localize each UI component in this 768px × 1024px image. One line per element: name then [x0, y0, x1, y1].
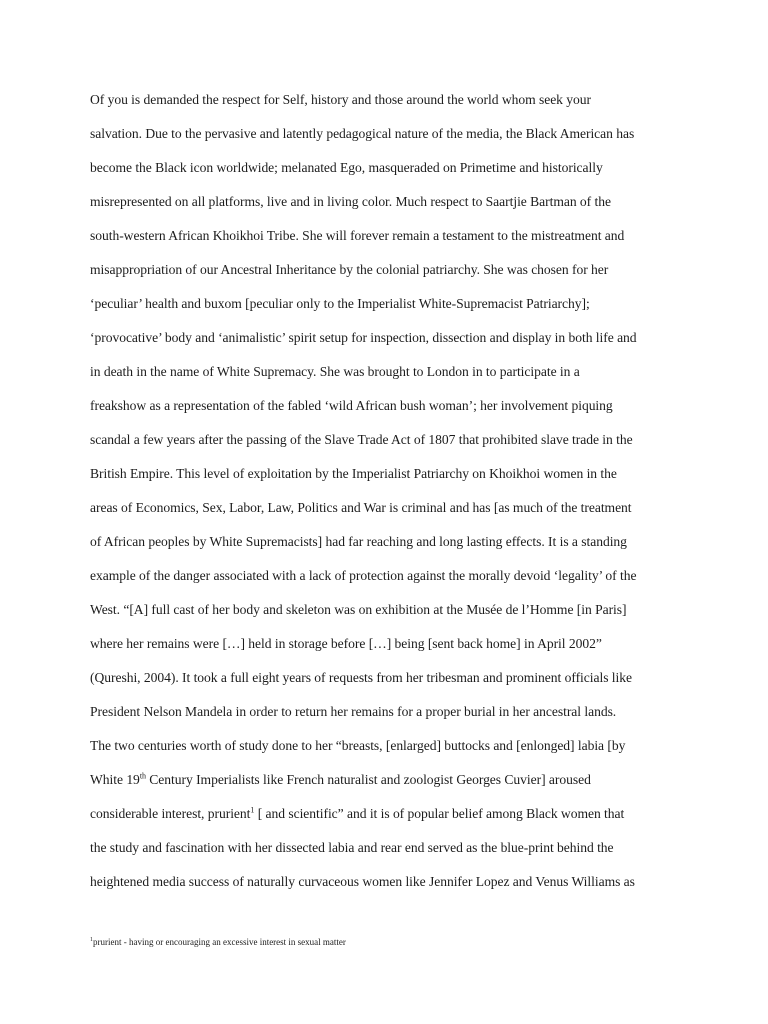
superscript-ordinal: th	[139, 771, 146, 781]
text-line-with-footnote-ref	[90, 800, 690, 834]
text-line: south-western African Khoikhoi Tribe. She will forever remain a testament to the mistreatment and	[90, 228, 625, 243]
text-line: Of you is demanded the respect for Self, history and those around the world whom seek your	[90, 92, 591, 107]
text-line: of African peoples by White Supremacists] had far reaching and long lasting effects. It is a standing	[90, 534, 627, 549]
text-segment: considerable interest, prurient	[90, 806, 251, 821]
text-line: President Nelson Mandela in order to return her remains for a proper burial in her ancestral lands.	[90, 704, 617, 719]
text-line: the study and fascination with her dissected labia and rear end served as the blue-print behind the	[90, 840, 614, 855]
text-line: salvation. Due to the pervasive and latently pedagogical nature of the media, the Black American has	[90, 126, 635, 141]
footnote-reference: 1	[250, 805, 255, 815]
text-line: in death in the name of White Supremacy. She was brought to London in to participate in a	[90, 364, 580, 379]
text-line: areas of Economics, Sex, Labor, Law, Politics and War is criminal and has [as much of the treatment	[90, 500, 632, 515]
text-line: example of the danger associated with a lack of protection against the morally devoid ‘legality’ of the	[90, 568, 637, 583]
text-line: British Empire. This level of exploitation by the Imperialist Patriarchy on Khoikhoi women in the	[90, 466, 617, 481]
footnote	[90, 936, 346, 948]
footnote-text: prurient - having or encouraging an excessive interest in sexual matter	[93, 937, 346, 947]
text-line: ‘peculiar’ health and buxom [peculiar only to the Imperialist White-Supremacist Patriarchy];	[90, 296, 590, 311]
text-line: become the Black icon worldwide; melanated Ego, masqueraded on Primetime and historically	[90, 160, 603, 175]
text-line: misappropriation of our Ancestral Inheritance by the colonial patriarchy. She was chosen for her	[90, 262, 609, 277]
text-line: ‘provocative’ body and ‘animalistic’ spirit setup for inspection, dissection and display in both life and	[90, 330, 637, 345]
text-segment: Century Imperialists like French naturalist and zoologist Georges Cuvier] aroused	[145, 772, 591, 787]
text-segment: [ and scientific” and it is of popular belief among Black women that	[254, 806, 625, 821]
text-line: The two centuries worth of study done to her “breasts, [enlarged] buttocks and [enlonged] labia [by	[90, 738, 626, 753]
text-line: where her remains were […] held in storage before […] being [sent back home] in April 2002”	[90, 636, 602, 651]
text-line: West. “[A] full cast of her body and skeleton was on exhibition at the Musée de l’Homme [in Paris]	[90, 602, 627, 617]
text-segment: White 19	[90, 772, 140, 787]
text-line: misrepresented on all platforms, live and in living color. Much respect to Saartjie Bartman of the	[90, 194, 611, 209]
text-line: freakshow as a representation of the fabled ‘wild African bush woman’; her involvement piquing	[90, 398, 613, 413]
text-line: scandal a few years after the passing of the Slave Trade Act of 1807 that prohibited slave trade in the	[90, 432, 633, 447]
text-line: (Qureshi, 2004). It took a full eight years of requests from her tribesman and prominent officials like	[90, 670, 632, 685]
footnote-marker: 1	[90, 937, 93, 943]
text-line: heightened media success of naturally curvaceous women like Jennifer Lopez and Venus Williams as	[90, 874, 635, 889]
text-line-with-superscript	[90, 766, 690, 800]
body-text	[90, 86, 690, 902]
